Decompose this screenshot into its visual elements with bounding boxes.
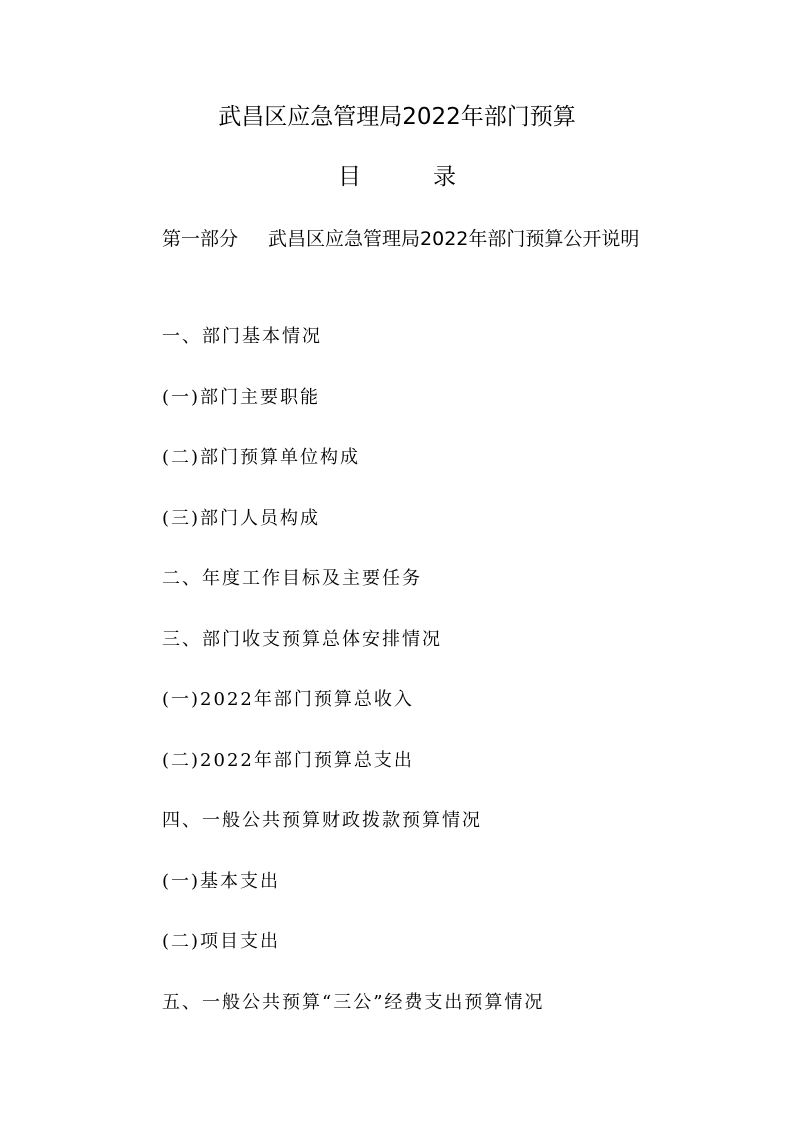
toc-item: 一、部门基本情况 <box>162 326 322 347</box>
part-one-label: 第一部分 <box>162 228 239 250</box>
toc-heading-right: 录 <box>433 164 456 190</box>
toc-heading-left: 目 <box>338 164 361 190</box>
toc-item: (一)部门主要职能 <box>162 386 321 408</box>
toc-item: (三)部门人员构成 <box>162 507 321 529</box>
toc-item: (一)2022年部门预算总收入 <box>162 689 414 710</box>
toc-item: (一)基本支出 <box>162 870 281 892</box>
toc-item: 五、一般公共预算“三公”经费支出预算情况 <box>162 991 545 1013</box>
part-one-heading <box>122 219 667 259</box>
toc-item: (二)项目支出 <box>162 931 281 952</box>
toc-item: 四、一般公共预算财政拨款预算情况 <box>162 810 482 831</box>
toc-heading <box>338 160 456 194</box>
toc-item: (二)部门预算单位构成 <box>162 447 361 468</box>
toc-list <box>162 320 544 1046</box>
part-one-text: 武昌区应急管理局2022年部门预算公开说明 <box>268 228 640 250</box>
toc-item: 三、部门收支预算总体安排情况 <box>162 628 442 650</box>
toc-item: 二、年度工作目标及主要任务 <box>162 568 422 589</box>
document-title: 武昌区应急管理局2022年部门预算 <box>218 104 576 130</box>
toc-item: (二)2022年部门预算总支出 <box>162 749 414 771</box>
